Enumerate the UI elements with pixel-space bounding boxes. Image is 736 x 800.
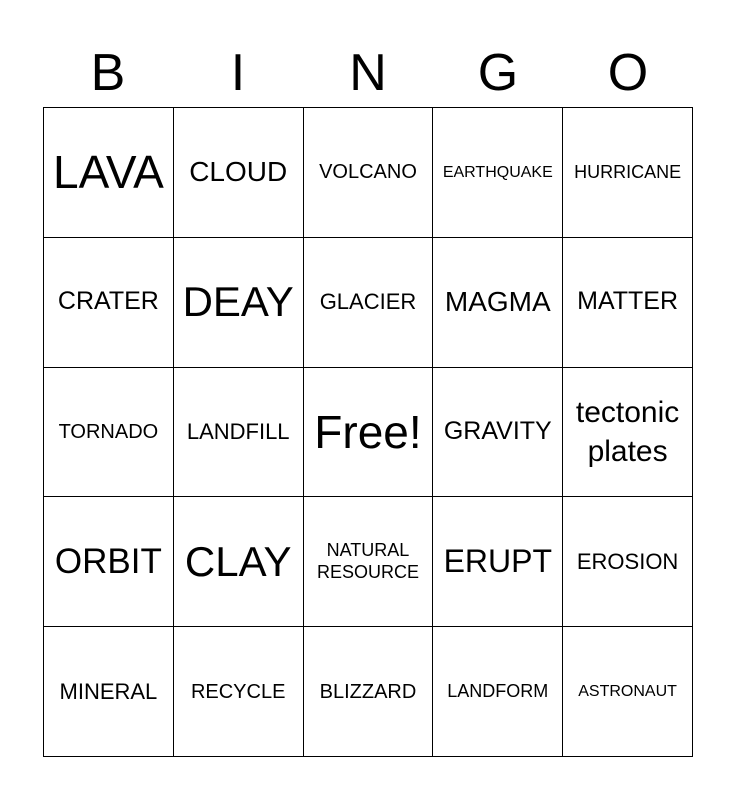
bingo-cell[interactable]: GRAVITY <box>433 368 563 498</box>
header-letter-o: O <box>607 44 649 102</box>
bingo-cell[interactable]: CLAY <box>174 497 304 627</box>
bingo-cell[interactable]: ORBIT <box>44 497 174 627</box>
bingo-cell[interactable]: tectonic plates <box>563 368 693 498</box>
bingo-cell[interactable]: DEAY <box>174 238 304 368</box>
bingo-cell[interactable]: ERUPT <box>433 497 563 627</box>
bingo-cell[interactable]: MATTER <box>563 238 693 368</box>
bingo-cell[interactable]: NATURAL RESOURCE <box>304 497 434 627</box>
bingo-cell[interactable]: CLOUD <box>174 108 304 238</box>
bingo-cell[interactable]: LANDFORM <box>433 627 563 757</box>
bingo-cell[interactable]: EROSION <box>563 497 693 627</box>
bingo-cell[interactable]: BLIZZARD <box>304 627 434 757</box>
bingo-cell[interactable]: GLACIER <box>304 238 434 368</box>
header-letter-g: G <box>477 44 519 102</box>
header-letter-b: B <box>90 44 126 102</box>
bingo-cell[interactable]: LAVA <box>44 108 174 238</box>
free-space-cell[interactable]: Free! <box>304 368 434 498</box>
bingo-cell[interactable]: LANDFILL <box>174 368 304 498</box>
header-letter-i: I <box>230 44 246 102</box>
bingo-cell[interactable]: MINERAL <box>44 627 174 757</box>
header-letter-n: N <box>349 44 387 102</box>
bingo-cell[interactable]: RECYCLE <box>174 627 304 757</box>
bingo-cell[interactable]: TORNADO <box>44 368 174 498</box>
bingo-cell[interactable]: MAGMA <box>433 238 563 368</box>
bingo-board <box>43 107 693 757</box>
bingo-header <box>43 40 693 106</box>
bingo-cell[interactable]: HURRICANE <box>563 108 693 238</box>
bingo-cell[interactable]: ASTRONAUT <box>563 627 693 757</box>
bingo-cell[interactable]: EARTHQUAKE <box>433 108 563 238</box>
bingo-cell[interactable]: VOLCANO <box>304 108 434 238</box>
bingo-cell[interactable]: CRATER <box>44 238 174 368</box>
